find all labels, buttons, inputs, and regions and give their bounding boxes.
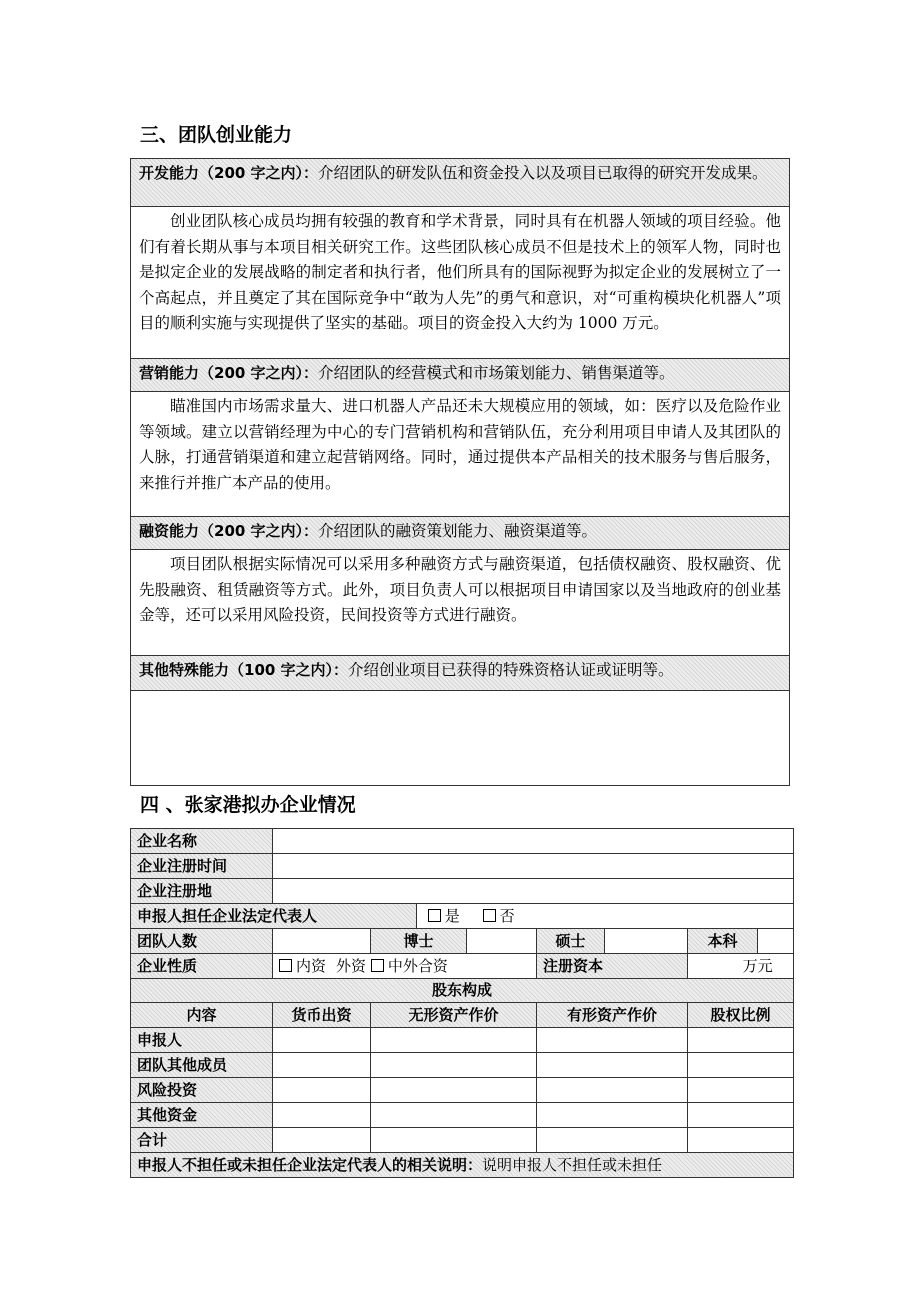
no-checkbox[interactable] bbox=[483, 909, 496, 922]
nature-label: 企业性质 bbox=[131, 953, 273, 978]
bachelor-label: 本科 bbox=[688, 928, 758, 953]
cell[interactable] bbox=[371, 1128, 537, 1153]
yes-label: 是 bbox=[444, 906, 460, 925]
phd-field[interactable] bbox=[467, 928, 537, 953]
cell[interactable] bbox=[371, 1053, 537, 1078]
foreign-checkbox[interactable] bbox=[371, 959, 384, 972]
cell[interactable] bbox=[688, 1103, 794, 1128]
cell[interactable] bbox=[537, 1028, 688, 1053]
reg-place-label: 企业注册地 bbox=[131, 878, 273, 903]
reg-place-field[interactable] bbox=[273, 878, 794, 903]
other-capability-body[interactable] bbox=[131, 691, 789, 785]
marketing-capability-header bbox=[131, 359, 789, 392]
col-cash: 货币出资 bbox=[273, 1003, 371, 1028]
marketing-capability-label: 营销能力（200 字之内）： bbox=[139, 364, 319, 382]
team-size-field[interactable] bbox=[273, 928, 371, 953]
financing-capability-body[interactable]: 项目团队根据实际情况可以采用多种融资方式与融资渠道，包括债权融资、股权融资、优先股融资、租赁融资等方式。此外，项目负责人可以根据项目申请国家以及当地政府的创业基金等，还可以采用风险投资，民间投资等方式进行融资。 bbox=[131, 550, 789, 656]
bachelor-field[interactable] bbox=[758, 928, 794, 953]
table-row bbox=[131, 1128, 794, 1153]
cell[interactable] bbox=[537, 1103, 688, 1128]
cell[interactable] bbox=[273, 1053, 371, 1078]
team-capability-table bbox=[130, 158, 790, 786]
financing-capability-label: 融资能力（200 字之内）： bbox=[139, 522, 319, 540]
joint-label: 中外合资 bbox=[387, 956, 448, 975]
section-title-company-info: 四 、张家港拟办企业情况 bbox=[140, 794, 356, 816]
reg-time-field[interactable] bbox=[273, 853, 794, 878]
cell[interactable] bbox=[371, 1078, 537, 1103]
cell[interactable] bbox=[688, 1128, 794, 1153]
table-row bbox=[131, 1028, 794, 1053]
legal-rep-label: 申报人担任企业法定代表人 bbox=[131, 903, 417, 928]
dev-capability-desc: 介绍团队的研发队伍和资金投入以及项目已取得的研究开发成果。 bbox=[318, 164, 768, 182]
cell[interactable] bbox=[273, 1028, 371, 1053]
company-name-field[interactable] bbox=[273, 829, 794, 854]
row-label-applicant: 申报人 bbox=[131, 1028, 273, 1053]
cell[interactable] bbox=[688, 1028, 794, 1053]
note-row bbox=[131, 1152, 794, 1177]
row-label-total: 合计 bbox=[131, 1128, 273, 1153]
marketing-capability-body[interactable]: 瞄准国内市场需求量大、进口机器人产品还未大规模应用的领域，如：医疗以及危险作业等领域。建立以营销经理为中心的专门营销机构和营销队伍，充分利用项目申请人及其团队的人脉，打通营销渠道和建立起营销网络。同时，通过提供本产品相关的技术服务与售后服务，来推行并推广本产品的使用。 bbox=[131, 392, 789, 517]
cell[interactable] bbox=[371, 1103, 537, 1128]
phd-label: 博士 bbox=[371, 928, 467, 953]
other-capability-desc: 介绍创业项目已获得的特殊资格认证或证明等。 bbox=[348, 661, 674, 679]
cell[interactable] bbox=[688, 1053, 794, 1078]
company-name-label: 企业名称 bbox=[131, 829, 273, 854]
foreign-label: 外资 bbox=[336, 956, 367, 975]
cell[interactable] bbox=[537, 1128, 688, 1153]
domestic-checkbox[interactable] bbox=[279, 959, 292, 972]
dev-capability-body[interactable]: 创业团队核心成员均拥有较强的教育和学术背景，同时具有在机器人领域的项目经验。他们有着长期从事与本项目相关研究工作。这些团队核心成员不但是技术上的领军人物，同时也是拟定企业的发展战略的制定者和执行者，他们所具有的国际视野为拟定企业的发展树立了一个高起点，并且奠定了其在国际竞争中“敢为人先”的勇气和意识，对“可重构模块化机器人”项目的顺利实施与实现提供了坚实的基础。项目的资金投入大约为 1000 万元。 bbox=[131, 207, 789, 359]
dev-capability-header bbox=[131, 159, 789, 207]
domestic-label: 内资 bbox=[296, 956, 327, 975]
team-size-label: 团队人数 bbox=[131, 928, 273, 953]
col-tangible: 有形资产作价 bbox=[537, 1003, 688, 1028]
row-label-team-members: 团队其他成员 bbox=[131, 1053, 273, 1078]
capital-unit: 万元 bbox=[742, 956, 773, 975]
other-capability-label: 其他特殊能力（100 字之内）： bbox=[139, 661, 349, 679]
financing-capability-header bbox=[131, 517, 789, 550]
dev-capability-label: 开发能力（200 字之内）： bbox=[139, 164, 319, 182]
note-desc: 说明申报人不担任或未担任 bbox=[482, 1155, 663, 1174]
col-intangible: 无形资产作价 bbox=[371, 1003, 537, 1028]
capital-label: 注册资本 bbox=[537, 953, 688, 978]
legal-rep-options bbox=[417, 903, 794, 928]
cell[interactable] bbox=[688, 1078, 794, 1103]
marketing-capability-desc: 介绍团队的经营模式和市场策划能力、销售渠道等。 bbox=[318, 364, 675, 382]
no-label: 否 bbox=[499, 906, 515, 925]
cell[interactable] bbox=[273, 1078, 371, 1103]
note-label: 申报人不担任或未担任企业法定代表人的相关说明： bbox=[137, 1155, 483, 1174]
col-equity-ratio: 股权比例 bbox=[688, 1003, 794, 1028]
yes-checkbox[interactable] bbox=[428, 909, 441, 922]
table-row bbox=[131, 1078, 794, 1103]
financing-capability-desc: 介绍团队的融资策划能力、融资渠道等。 bbox=[318, 522, 598, 540]
cell[interactable] bbox=[537, 1053, 688, 1078]
row-label-other-funds: 其他资金 bbox=[131, 1103, 273, 1128]
col-content: 内容 bbox=[131, 1003, 273, 1028]
cell[interactable] bbox=[371, 1028, 537, 1053]
cell[interactable] bbox=[537, 1078, 688, 1103]
company-info-table bbox=[130, 828, 794, 1178]
nature-options bbox=[273, 953, 537, 978]
shareholder-header: 股东构成 bbox=[131, 978, 794, 1003]
master-label: 硕士 bbox=[537, 928, 605, 953]
table-row bbox=[131, 1103, 794, 1128]
section-title-team-capability: 三、团队创业能力 bbox=[140, 124, 293, 146]
other-capability-header bbox=[131, 656, 789, 691]
capital-field[interactable] bbox=[688, 953, 794, 978]
cell[interactable] bbox=[273, 1103, 371, 1128]
row-label-venture: 风险投资 bbox=[131, 1078, 273, 1103]
cell[interactable] bbox=[273, 1128, 371, 1153]
master-field[interactable] bbox=[605, 928, 688, 953]
reg-time-label: 企业注册时间 bbox=[131, 853, 273, 878]
table-row bbox=[131, 1053, 794, 1078]
